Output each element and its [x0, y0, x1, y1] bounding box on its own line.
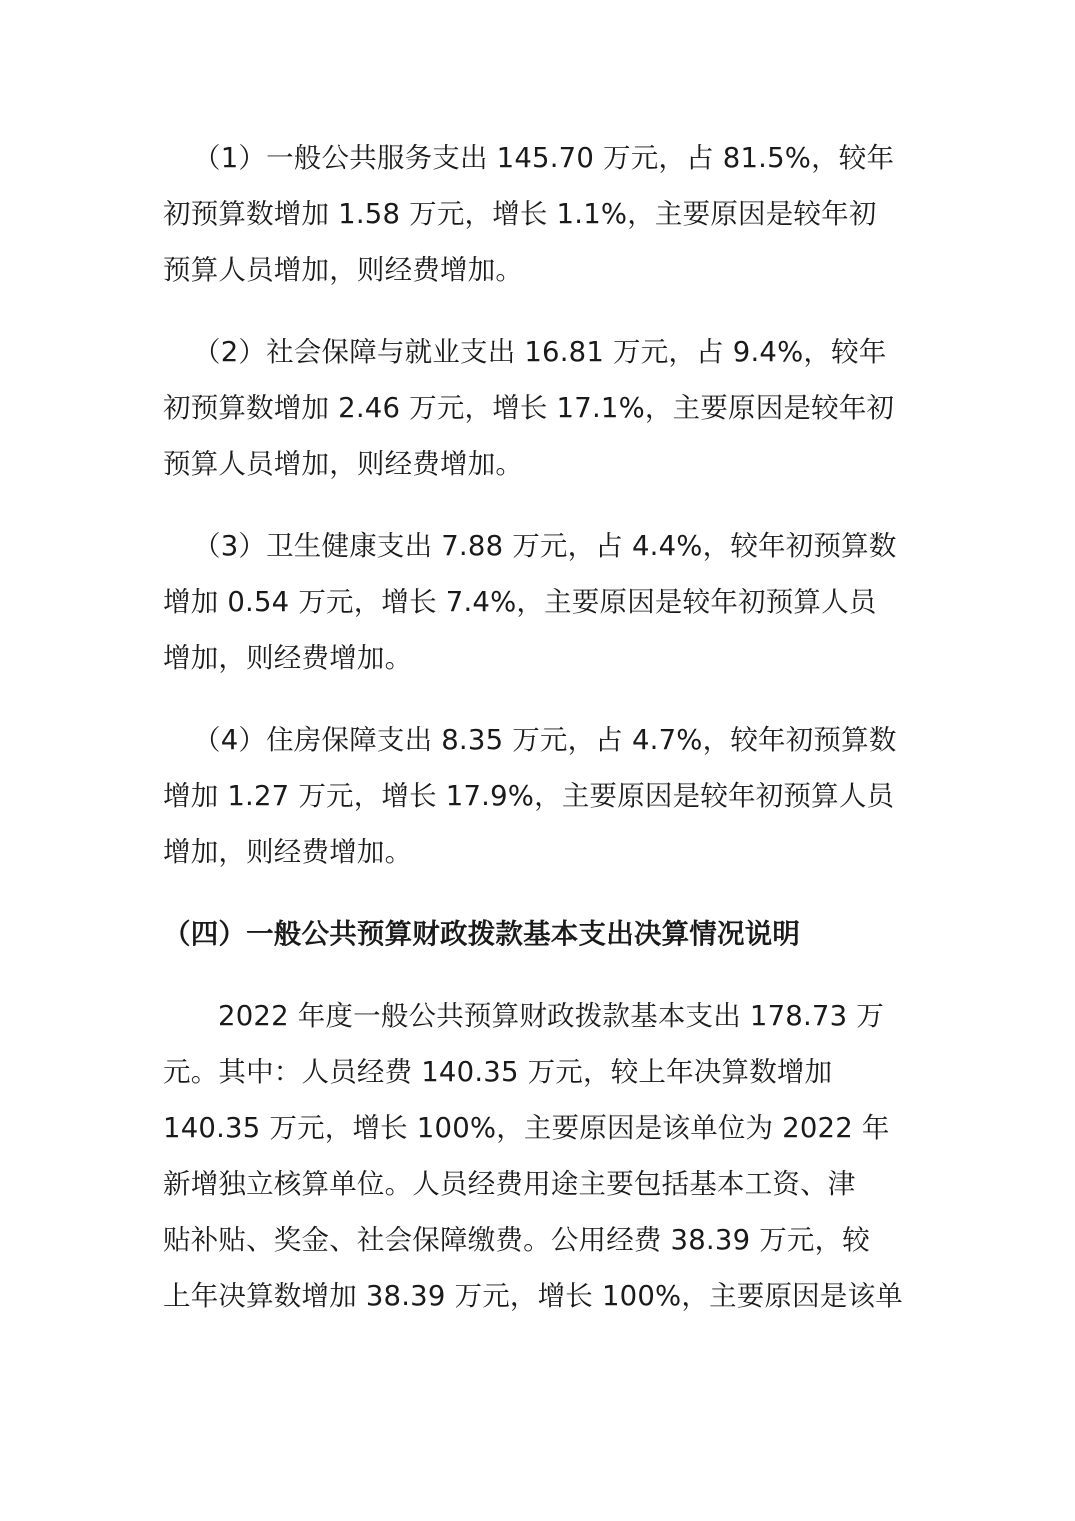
- item-4-line-2: 增加 1.27 万元，增长 17.9%，主要原因是较年初预算人员: [163, 780, 895, 812]
- item-1-line-3: 预算人员增加，则经费增加。: [163, 254, 524, 286]
- section-paragraph-line-1: 2022 年度一般公共预算财政拨款基本支出 178.73 万: [218, 1000, 884, 1032]
- item-2-line-2: 初预算数增加 2.46 万元，增长 17.1%，主要原因是较年初: [163, 392, 895, 424]
- section-paragraph-line-3: 140.35 万元，增长 100%，主要原因是该单位为 2022 年: [163, 1112, 890, 1144]
- section-paragraph-line-4: 新增独立核算单位。人员经费用途主要包括基本工资、津: [163, 1168, 856, 1200]
- section-paragraph-line-2: 元。其中：人员经费 140.35 万元，较上年决算数增加: [163, 1056, 833, 1088]
- item-3-line-2: 增加 0.54 万元，增长 7.4%，主要原因是较年初预算人员: [163, 586, 877, 618]
- item-1-line-2: 初预算数增加 1.58 万元，增长 1.1%，主要原因是较年初: [163, 198, 877, 230]
- item-3-line-3: 增加，则经费增加。: [163, 642, 413, 674]
- section-heading: （四）一般公共预算财政拨款基本支出决算情况说明: [163, 918, 801, 950]
- item-1-line-1: （1）一般公共服务支出 145.70 万元，占 81.5%，较年: [193, 142, 895, 174]
- item-4-line-1: （4）住房保障支出 8.35 万元，占 4.7%，较年初预算数: [193, 724, 897, 756]
- item-4-line-3: 增加，则经费增加。: [163, 836, 413, 868]
- item-3-line-1: （3）卫生健康支出 7.88 万元，占 4.4%，较年初预算数: [193, 530, 897, 562]
- section-paragraph-line-6: 上年决算数增加 38.39 万元，增长 100%，主要原因是该单: [163, 1280, 903, 1312]
- section-paragraph-line-5: 贴补贴、奖金、社会保障缴费。公用经费 38.39 万元，较: [163, 1224, 871, 1256]
- item-2-line-1: （2）社会保障与就业支出 16.81 万元，占 9.4%，较年: [193, 336, 887, 368]
- item-2-line-3: 预算人员增加，则经费增加。: [163, 448, 524, 480]
